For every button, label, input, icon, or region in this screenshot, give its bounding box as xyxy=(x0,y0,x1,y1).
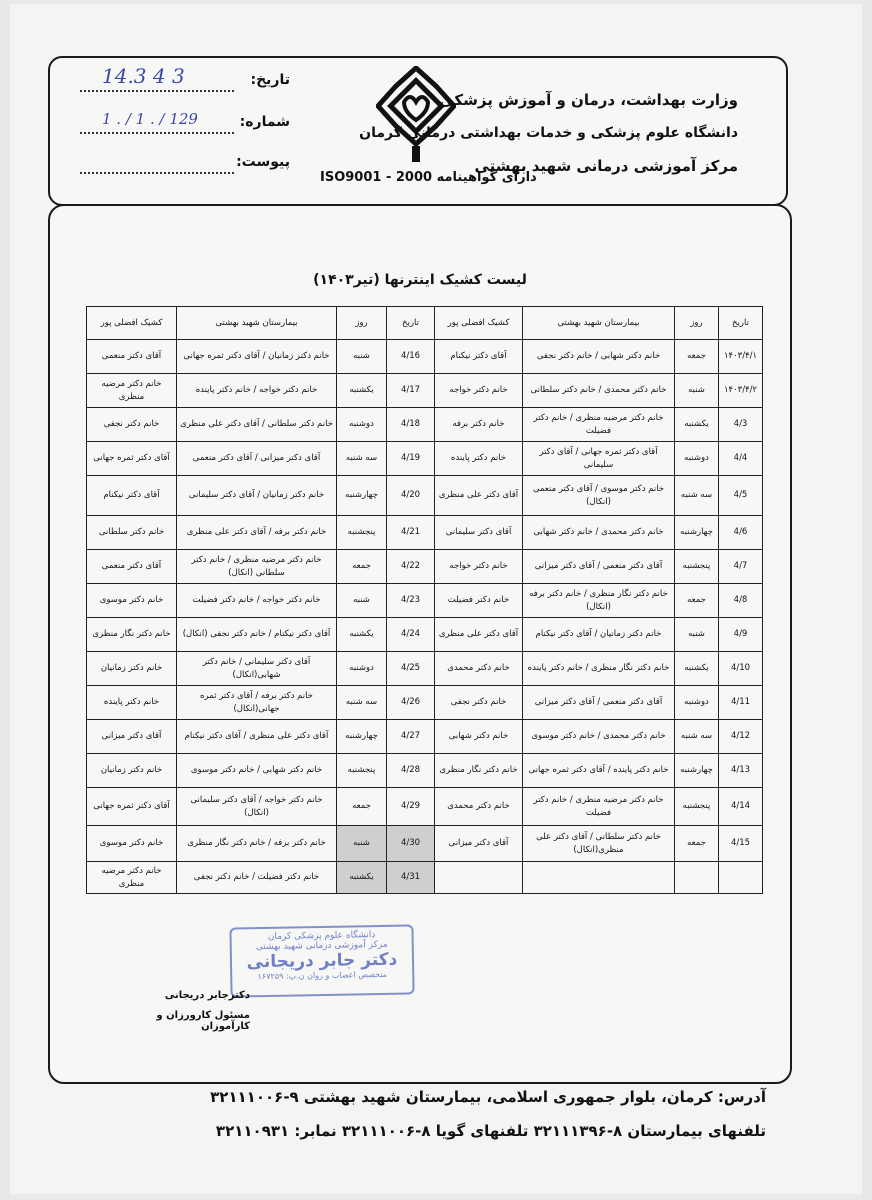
row-date-right: 4/5 xyxy=(719,476,763,516)
row-day-right: جمعه xyxy=(675,826,719,862)
row-hospital-right: خانم دکتر محمدی / خانم دکتر شهابی xyxy=(523,516,675,550)
row-date-left: 4/29 xyxy=(387,788,435,826)
row-hospital-left: خانم دکتر سلطانی / آقای دکتر علی منظری xyxy=(177,408,337,442)
row-hospital-right: خانم دکتر مرضیه منظری / خانم دکتر فضیلت xyxy=(523,408,675,442)
row-afzali-left: خانم دکتر نگار منظری xyxy=(87,618,177,652)
row-hospital-right: خانم دکتر مرضیه منظری / خانم دکتر فضیلت xyxy=(523,788,675,826)
row-date-left: 4/28 xyxy=(387,754,435,788)
row-day-right: یکشنبه xyxy=(675,408,719,442)
col-header-afzali: کشیک افضلی پور xyxy=(435,307,523,340)
row-day-left: دوشنبه xyxy=(337,652,387,686)
row-date-left: 4/17 xyxy=(387,374,435,408)
table-row xyxy=(87,686,763,720)
table-row xyxy=(87,862,763,894)
row-day-right: دوشنبه xyxy=(675,442,719,476)
row-day-left: یکشنبه xyxy=(337,374,387,408)
col-header-hospital: بیمارستان شهید بهشتی xyxy=(523,307,675,340)
row-date-left: 4/16 xyxy=(387,340,435,374)
row-afzali-right: خانم دکتر خواجه xyxy=(435,550,523,584)
table-row xyxy=(87,754,763,788)
row-date-right: 4/6 xyxy=(719,516,763,550)
row-hospital-left: خانم دکتر خواجه / خانم دکتر فضیلت xyxy=(177,584,337,618)
row-hospital-left: آقای دکتر سلیمانی / خانم دکتر شهابی(انکال) xyxy=(177,652,337,686)
number-row xyxy=(80,110,290,138)
row-afzali-left: خانم دکتر زمانیان xyxy=(87,652,177,686)
table-header-row xyxy=(87,307,763,340)
row-hospital-right: خانم دکتر پاینده / آقای دکتر ثمره جهانی xyxy=(523,754,675,788)
row-hospital-left: خانم دکتر برفه / آقای دکتر علی منظری xyxy=(177,516,337,550)
row-hospital-left: آقای دکتر میزانی / آقای دکتر منعمی xyxy=(177,442,337,476)
table-row xyxy=(87,826,763,862)
col-header-hospital: بیمارستان شهید بهشتی xyxy=(177,307,337,340)
row-afzali-right: خانم دکتر خواجه xyxy=(435,374,523,408)
row-date-left: 4/24 xyxy=(387,618,435,652)
row-date-right: 4/10 xyxy=(719,652,763,686)
row-afzali-left: خانم دکتر مرضیه منظری xyxy=(87,374,177,408)
row-afzali-right: خانم دکتر محمدی xyxy=(435,652,523,686)
table-row xyxy=(87,516,763,550)
row-day-left: یکشنبه xyxy=(337,618,387,652)
row-date-left: 4/18 xyxy=(387,408,435,442)
row-hospital-left: خانم دکتر برفه / آقای دکتر ثمره جهانی(انکال) xyxy=(177,686,337,720)
date-label: تاریخ: xyxy=(250,72,290,88)
col-header-day: روز xyxy=(337,307,387,340)
row-afzali-right: خانم دکتر فضیلت xyxy=(435,584,523,618)
university-logo-icon xyxy=(376,66,456,166)
row-day-left: یکشنبه xyxy=(337,862,387,894)
roster-table xyxy=(86,306,763,894)
ministry-name: وزارت بهداشت، درمان و آموزش پزشکی xyxy=(439,91,738,109)
attachment-row xyxy=(80,154,290,178)
row-date-right xyxy=(719,862,763,894)
iso-certificate: دارای گواهینامه 2000 - ISO9001 xyxy=(320,170,537,185)
table-row xyxy=(87,408,763,442)
row-hospital-right: آقای دکتر ثمره جهانی / آقای دکتر سلیمانی xyxy=(523,442,675,476)
table-row xyxy=(87,476,763,516)
row-afzali-right: خانم دکتر شهابی xyxy=(435,720,523,754)
number-dots xyxy=(80,132,234,134)
row-afzali-left: آقای دکتر منعمی xyxy=(87,550,177,584)
date-value: 14.3 4 3 xyxy=(102,64,185,88)
signer-role: مسئول کارورزان و کارآموزان xyxy=(156,1010,250,1032)
row-day-left: شنبه xyxy=(337,340,387,374)
row-date-left: 4/20 xyxy=(387,476,435,516)
row-hospital-right: خانم دکتر محمدی / خانم دکتر سلطانی xyxy=(523,374,675,408)
row-day-left: دوشنبه xyxy=(337,408,387,442)
col-header-day: روز xyxy=(675,307,719,340)
row-afzali-left: آقای دکتر میزانی xyxy=(87,720,177,754)
row-hospital-left: خانم دکتر خواجه / خانم دکتر پاینده xyxy=(177,374,337,408)
row-date-left: 4/19 xyxy=(387,442,435,476)
row-day-left: شنبه xyxy=(337,826,387,862)
row-day-right: سه شنبه xyxy=(675,476,719,516)
number-value: 1 . / 1 . / 129 xyxy=(102,110,198,128)
stamp-line-4: متخصص اعصاب و روان ن.پ: ۱۶۷۲۵۹ xyxy=(257,969,387,982)
row-date-right: 4/14 xyxy=(719,788,763,826)
row-date-left: 4/30 xyxy=(387,826,435,862)
row-day-right: جمعه xyxy=(675,584,719,618)
col-header-date: تاریخ xyxy=(719,307,763,340)
footer-address: آدرس: کرمان، بلوار جمهوری اسلامی، بیمارستان شهید بهشتی ۹-۳۲۱۱۱۰۰۶ xyxy=(210,1088,766,1106)
row-hospital-left: خانم دکتر برفه / خانم دکتر نگار منظری xyxy=(177,826,337,862)
row-date-left: 4/31 xyxy=(387,862,435,894)
row-hospital-left: خانم دکتر شهابی / خانم دکتر موسوی xyxy=(177,754,337,788)
row-date-right: 4/11 xyxy=(719,686,763,720)
row-hospital-right: خانم دکتر نگار منظری / خانم دکتر برفه (انکال) xyxy=(523,584,675,618)
table-row xyxy=(87,584,763,618)
col-header-date: تاریخ xyxy=(387,307,435,340)
row-afzali-right: آقای دکتر علی منظری xyxy=(435,476,523,516)
row-day-left: شنبه xyxy=(337,584,387,618)
row-hospital-right: آقای دکتر منعمی / آقای دکتر میزانی xyxy=(523,686,675,720)
row-day-left: پنجشنبه xyxy=(337,516,387,550)
row-hospital-right: آقای دکتر منعمی / آقای دکتر میزانی xyxy=(523,550,675,584)
row-day-left: چهارشنبه xyxy=(337,476,387,516)
row-date-left: 4/26 xyxy=(387,686,435,720)
row-afzali-right: خانم دکتر برفه xyxy=(435,408,523,442)
row-date-right: ۱۴۰۳/۴/۱ xyxy=(719,340,763,374)
row-afzali-right xyxy=(435,862,523,894)
stamp-line-3: دکتر جابر دریجانی xyxy=(246,949,398,973)
row-afzali-right: خانم دکتر نگار منظری xyxy=(435,754,523,788)
row-afzali-left: خانم دکتر سلطانی xyxy=(87,516,177,550)
row-day-right: پنجشنبه xyxy=(675,550,719,584)
row-hospital-right: خانم دکتر محمدی / خانم دکتر موسوی xyxy=(523,720,675,754)
row-afzali-right: خانم دکتر پاینده xyxy=(435,442,523,476)
row-day-right: سه شنبه xyxy=(675,720,719,754)
date-row xyxy=(80,64,290,96)
row-hospital-right: خانم دکتر زمانیان / آقای دکتر نیکنام xyxy=(523,618,675,652)
stamp-line-1: دانشگاه علوم پزشکی کرمان xyxy=(267,930,376,942)
number-label: شماره: xyxy=(239,114,290,130)
row-date-right: 4/8 xyxy=(719,584,763,618)
row-day-left: چهارشنبه xyxy=(337,720,387,754)
row-afzali-left: خانم دکتر موسوی xyxy=(87,826,177,862)
row-date-right: 4/3 xyxy=(719,408,763,442)
stamp-line-2: مرکز آموزشی درمانی شهید بهشتی xyxy=(255,939,388,953)
row-day-left: سه شنبه xyxy=(337,442,387,476)
letterhead xyxy=(48,56,788,206)
row-day-right: یکشنبه xyxy=(675,652,719,686)
row-date-right: 4/13 xyxy=(719,754,763,788)
table-row xyxy=(87,550,763,584)
row-day-right: دوشنبه xyxy=(675,686,719,720)
row-afzali-left: آقای دکتر نیکنام xyxy=(87,476,177,516)
table-row xyxy=(87,618,763,652)
row-date-left: 4/22 xyxy=(387,550,435,584)
row-hospital-right: خانم دکتر شهابی / خانم دکتر نجفی xyxy=(523,340,675,374)
center-name: مرکز آموزشی درمانی شهید بهشتی xyxy=(474,157,738,175)
table-row xyxy=(87,374,763,408)
row-day-left: جمعه xyxy=(337,788,387,826)
attachment-dots xyxy=(80,172,234,174)
row-hospital-left: خانم دکتر مرضیه منظری / خانم دکتر سلطانی (انکال) xyxy=(177,550,337,584)
row-date-right: 4/12 xyxy=(719,720,763,754)
row-afzali-left: خانم دکتر نجفی xyxy=(87,408,177,442)
row-afzali-left: خانم دکتر مرضیه منظری xyxy=(87,862,177,894)
row-hospital-left: خانم دکتر زمانیان / آقای دکتر سلیمانی xyxy=(177,476,337,516)
row-day-right: پنجشنبه xyxy=(675,788,719,826)
row-afzali-left: خانم دکتر پاینده xyxy=(87,686,177,720)
row-hospital-right: خانم دکتر موسوی / آقای دکتر منعمی (انکال) xyxy=(523,476,675,516)
row-day-right xyxy=(675,862,719,894)
row-day-right: چهارشنبه xyxy=(675,754,719,788)
row-day-left: پنجشنبه xyxy=(337,754,387,788)
row-afzali-left: خانم دکتر زمانیان xyxy=(87,754,177,788)
row-date-right: ۱۴۰۳/۴/۲ xyxy=(719,374,763,408)
row-date-right: 4/15 xyxy=(719,826,763,862)
row-hospital-left: آقای دکتر نیکنام / خانم دکتر نجفی (انکال) xyxy=(177,618,337,652)
row-hospital-left: خانم دکتر خواجه / آقای دکتر سلیمانی (انکال) xyxy=(177,788,337,826)
row-afzali-right: آقای دکتر سلیمانی xyxy=(435,516,523,550)
row-hospital-left: خانم دکتر زمانیان / آقای دکتر ثمره جهانی xyxy=(177,340,337,374)
footer-phones: تلفنهای بیمارستان ۸-۳۲۱۱۱۳۹۶ تلفنهای گویا ۸-۳۲۱۱۱۰۰۶ نمابر: ۳۲۱۱۰۹۳۱ xyxy=(215,1122,766,1140)
row-hospital-left: خانم دکتر فضیلت / خانم دکتر نجفی xyxy=(177,862,337,894)
table-row xyxy=(87,788,763,826)
row-date-right: 4/9 xyxy=(719,618,763,652)
roster-title: لیست کشیک اینترنها (تیر۱۴۰۳) xyxy=(313,272,527,288)
table-row xyxy=(87,652,763,686)
row-day-left: سه شنبه xyxy=(337,686,387,720)
row-afzali-right: خانم دکتر نجفی xyxy=(435,686,523,720)
row-afzali-right: آقای دکتر علی منظری xyxy=(435,618,523,652)
row-hospital-left: آقای دکتر علی منظری / آقای دکتر نیکنام xyxy=(177,720,337,754)
date-dots xyxy=(80,90,234,92)
col-header-afzali: کشیک افضلی پور xyxy=(87,307,177,340)
table-row xyxy=(87,340,763,374)
row-date-left: 4/25 xyxy=(387,652,435,686)
document-sheet xyxy=(10,4,862,1194)
row-day-right: چهارشنبه xyxy=(675,516,719,550)
row-day-right: جمعه xyxy=(675,340,719,374)
table-row xyxy=(87,720,763,754)
row-hospital-right xyxy=(523,862,675,894)
row-day-right: شنبه xyxy=(675,618,719,652)
official-stamp xyxy=(229,924,414,997)
row-afzali-left: آقای دکتر منعمی xyxy=(87,340,177,374)
row-date-right: 4/7 xyxy=(719,550,763,584)
row-afzali-right: آقای دکتر میزانی xyxy=(435,826,523,862)
row-date-left: 4/27 xyxy=(387,720,435,754)
row-afzali-left: آقای دکتر ثمره جهانی xyxy=(87,442,177,476)
row-afzali-right: آقای دکتر نیکنام xyxy=(435,340,523,374)
row-afzali-left: آقای دکتر ثمره جهانی xyxy=(87,788,177,826)
row-day-left: جمعه xyxy=(337,550,387,584)
row-day-right: شنبه xyxy=(675,374,719,408)
roster-box xyxy=(48,204,792,1084)
row-date-left: 4/21 xyxy=(387,516,435,550)
row-afzali-left: خانم دکتر موسوی xyxy=(87,584,177,618)
signer-name: دکترجابر دریجانی xyxy=(164,990,250,1001)
row-hospital-right: خانم دکتر نگار منظری / خانم دکتر پاینده xyxy=(523,652,675,686)
university-name: دانشگاه علوم پزشکی و خدمات بهداشتی درمانی کرمان xyxy=(359,125,738,141)
row-hospital-right: خانم دکتر سلطانی / آقای دکتر علی منظری(انکال) xyxy=(523,826,675,862)
attachment-label: پیوست: xyxy=(236,154,290,170)
row-date-left: 4/23 xyxy=(387,584,435,618)
table-row xyxy=(87,442,763,476)
row-afzali-right: خانم دکتر محمدی xyxy=(435,788,523,826)
row-date-right: 4/4 xyxy=(719,442,763,476)
